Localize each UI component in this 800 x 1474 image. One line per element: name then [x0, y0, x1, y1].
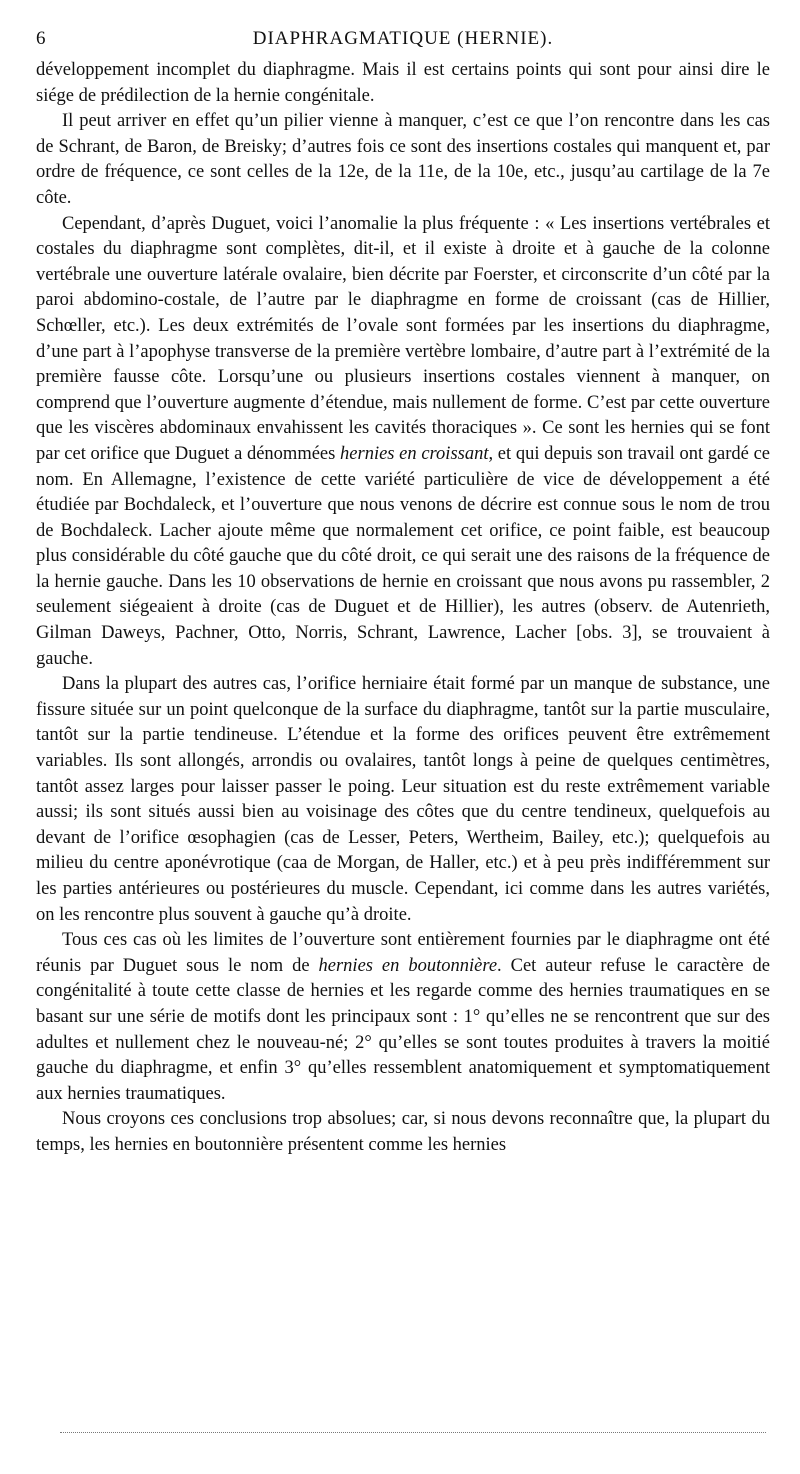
text-run: , et qui depuis son travail ont gardé ce nom. En Allemagne, l’existence de cette variété particulière de vice de développement a été étudiée par Bochdaleck, et l’ouverture que nous venons de décrire est connue sous le nom de trou de Bochdaleck. Lacher ajoute même que normalement cet orifice, ce point faible, est beaucoup plus considérable du côté gauche que du côté droit, ce qui serait une des raisons de la fréquence de la hernie gauche. Dans les 10 observations de hernie en croissant que nous avons pu rassembler, 2 seulement siégeaient à droite (cas de Duguet et de Hillier), les autres (observ. de Autenrieth, Gilman Daweys, Pachner, Otto, Norris, Schrant, Lawrence, Lacher [obs. 3], se trouvaient à gauche. — [36, 443, 770, 669]
paragraph — [36, 928, 770, 1107]
paragraph — [36, 1107, 770, 1158]
text-run: développement incomplet du diaphragme. Mais il est certains points qui sont pour ainsi dire le siége de prédilection de la hernie congénitale. — [36, 60, 770, 106]
book-page — [36, 28, 770, 1159]
paragraph — [36, 672, 770, 928]
text-run: Nous croyons ces conclusions trop absolues; car, si nous devons reconnaître que, la plupart du temps, les hernies en boutonnière présentent comme les hernies — [36, 1109, 770, 1155]
text-run: Tous ces cas où les limites de l’ouverture sont entièrement fournies par le diaphragme ont été réunis par Duguet sous le nom de — [36, 930, 770, 976]
italic-term: hernies en boutonnière — [318, 955, 498, 976]
page-number: 6 — [36, 28, 47, 49]
running-title: DIAPHRAGMATIQUE (HERNIE). — [252, 28, 554, 49]
text-run: Il peut arriver en effet qu’un pilier vienne à manquer, c’est ce que l’on rencontre dans les cas de Schrant, de Baron, de Breisky; d’autres fois ce sont des insertions costales qui manquent et, par ordre de fréquence, ce sont celles de la 12e, de la 11e, de la 10e, etc., jusqu’au cartilage de la 7e côte. — [36, 111, 770, 208]
page-header — [36, 28, 770, 58]
paragraph — [36, 212, 770, 673]
italic-term: hernies en croissant — [340, 443, 489, 464]
footer-dotted-rule — [60, 1432, 766, 1433]
text-run: . Cet auteur refuse le caractère de congénitalité à toute cette classe de hernies et les regarde comme des hernies traumatiques en se basant sur une série de motifs dont les principaux sont : 1° qu’elles ne se rencontrent que sur des adultes et nullement chez le nouveau-né; 2° qu’elles se sont toutes produites à travers la moitié gauche du diaphragme, et enfin 3° qu’elles ressemblent anatomiquement et symptomatiquement aux hernies traumatiques. — [36, 955, 770, 1104]
body-text — [36, 58, 770, 1159]
paragraph — [36, 58, 770, 109]
paragraph — [36, 109, 770, 211]
text-run: Dans la plupart des autres cas, l’orifice herniaire était formé par un manque de substance, une fissure située sur un point quelconque de la surface du diaphragme, tantôt sur la partie musculaire, tantôt sur la partie tendineuse. L’étendue et la forme des orifices peuvent être extrêmement variables. Ils sont allongés, arrondis ou ovalaires, tantôt longs à peine de quelques centimètres, tantôt assez larges pour laisser passer le poing. Leur situation est du reste extrêmement variable aussi; ils sont situés aussi bien au voisinage des côtes que du centre tendineux, quelquefois au devant de l’orifice œsophagien (cas de Lesser, Peters, Wertheim, Bailey, etc.); quelquefois au milieu du centre aponévrotique (caa de Morgan, de Haller, etc.) et à peu près indifféremment sur les parties antérieures ou postérieures du muscle. Cependant, ici comme dans les autres variétés, on les rencontre plus souvent à gauche qu’à droite. — [36, 674, 770, 925]
text-run: Cependant, d’après Duguet, voici l’anomalie la plus fréquente : « Les insertions vertébrales et costales du diaphragme sont complètes, dit-il, et il existe à droite et à gauche de la colonne vertébrale une ouverture latérale ovalaire, bien décrite par Foerster, et circonscrite d’un côté par la paroi abdomino-costale, de l’autre par le diaphragme en forme de croissant (cas de Hillier, Schœller, etc.). Les deux extrémités de l’ovale sont formées par les insertions du diaphragme, d’une part à l’apophyse transverse de la première vertèbre lombaire, d’autre part à l’extrémité de la première fausse côte. Lorsqu’une ou plusieurs insertions costales viennent à manquer, on comprend que l’ouverture augmente d’étendue, mais nullement de forme. C’est par cette ouverture que les viscères abdominaux envahissent les cavités thoraciques ». Ce sont les hernies qui se font par cet orifice que Duguet a dénommées — [36, 213, 770, 464]
